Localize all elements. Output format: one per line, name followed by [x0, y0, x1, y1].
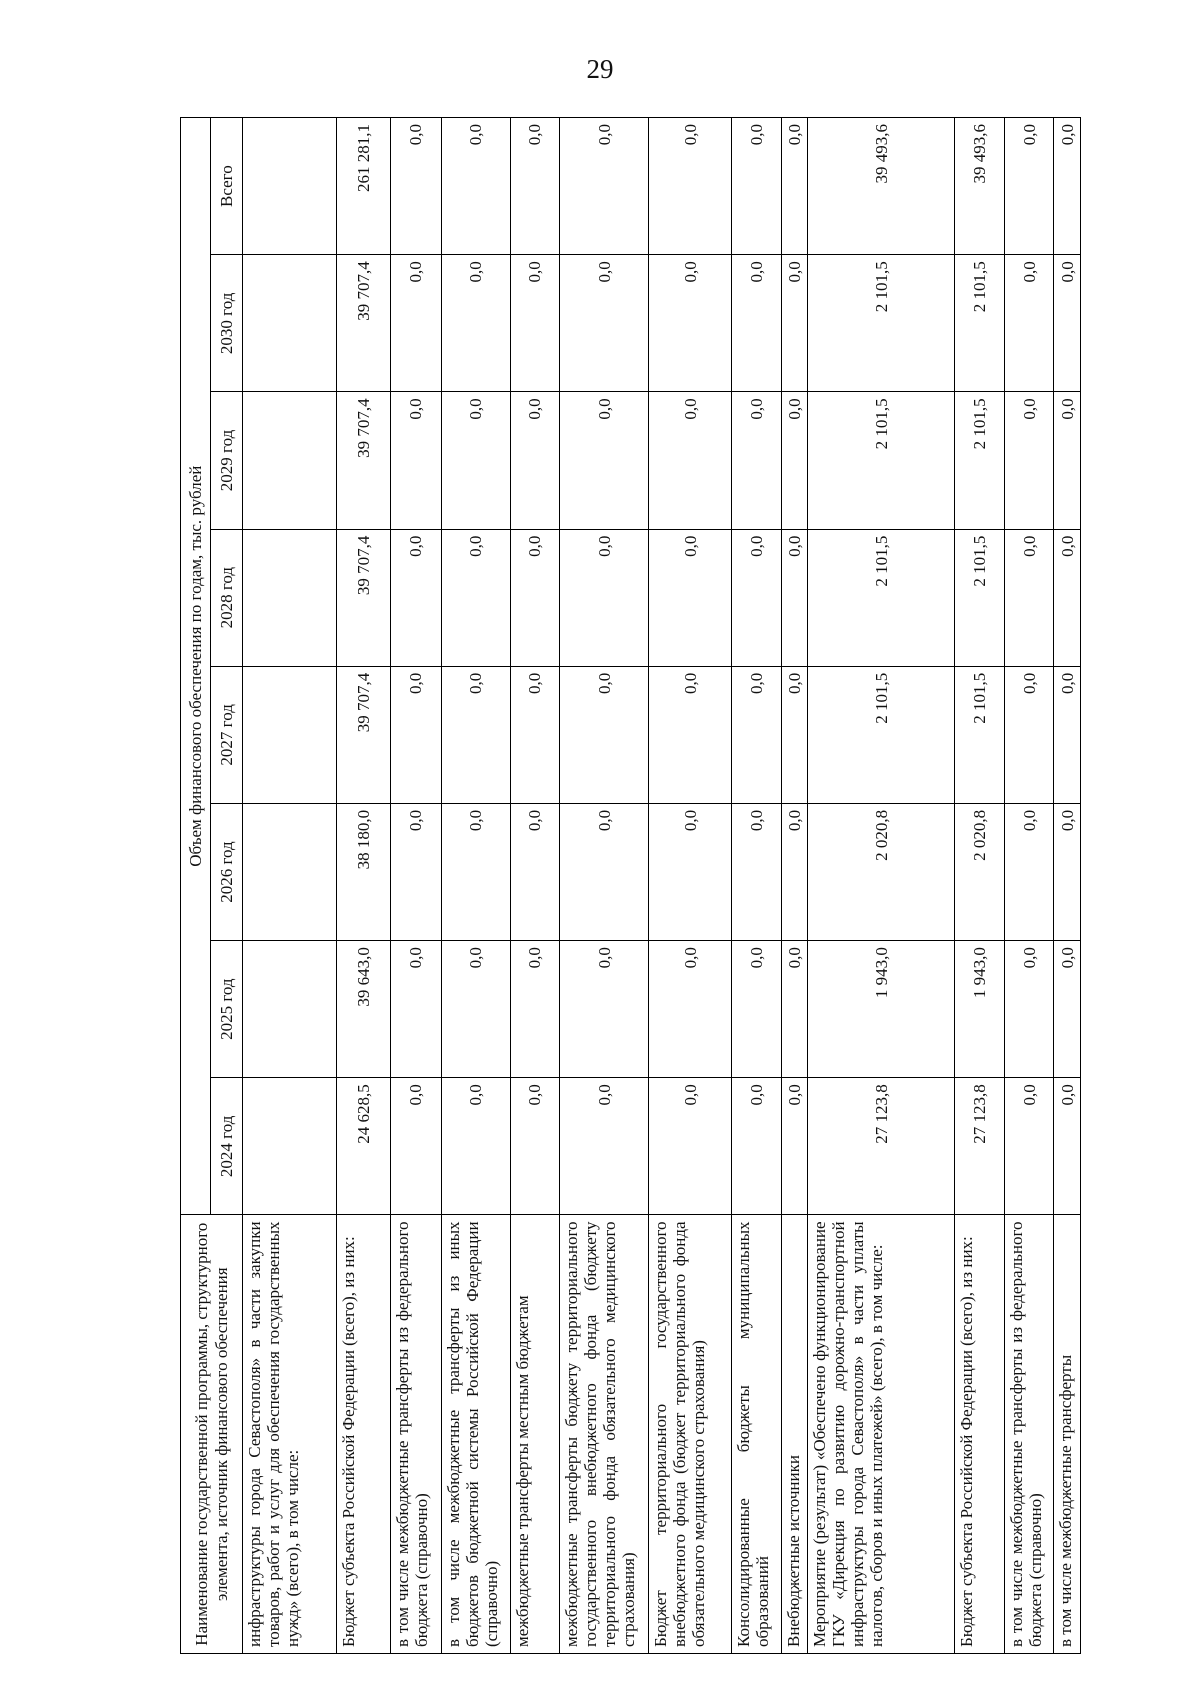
row-value-cell — [243, 255, 337, 392]
row-value-cell: 39 707,4 — [336, 392, 390, 529]
row-value-cell: 2 101,5 — [955, 666, 1005, 803]
row-value-cell: 0,0 — [732, 392, 782, 529]
row-value-cell: 0,0 — [390, 392, 441, 529]
row-value-cell: 0,0 — [390, 529, 441, 666]
row-total-cell: 39 493,6 — [808, 118, 955, 255]
row-value-cell: 39 707,4 — [336, 529, 390, 666]
row-value-cell: 0,0 — [781, 941, 808, 1078]
row-total-cell: 0,0 — [732, 118, 782, 255]
row-value-cell: 39 643,0 — [336, 941, 390, 1078]
row-value-cell: 0,0 — [1054, 803, 1081, 940]
row-total-cell: 261 281,1 — [336, 118, 390, 255]
row-value-cell: 0,0 — [781, 529, 808, 666]
row-total-cell: 0,0 — [390, 118, 441, 255]
header-year: 2025 год — [211, 941, 243, 1078]
row-value-cell: 0,0 — [1004, 941, 1054, 1078]
row-name: инфраструктуры города Севастополя» в части закупки товаров, работ и услуг для обеспечения государственных нужд» (всего), в том числе: — [243, 1215, 337, 1654]
table-row — [243, 118, 337, 1654]
row-value-cell: 0,0 — [1054, 392, 1081, 529]
row-value-cell — [243, 1078, 337, 1215]
header-year: 2027 год — [211, 666, 243, 803]
row-value-cell: 0,0 — [559, 529, 649, 666]
row-value-cell: 0,0 — [441, 1078, 511, 1215]
row-value-cell: 0,0 — [781, 392, 808, 529]
row-value-cell: 0,0 — [390, 1078, 441, 1215]
financing-table — [180, 117, 1081, 1654]
row-value-cell: 0,0 — [732, 1078, 782, 1215]
table-row — [732, 118, 782, 1654]
table-row — [808, 118, 955, 1654]
row-value-cell: 0,0 — [559, 392, 649, 529]
row-value-cell: 0,0 — [441, 666, 511, 803]
row-value-cell — [243, 529, 337, 666]
table-row — [781, 118, 808, 1654]
row-name: Мероприятие (результат) «Обеспечено функционирование ГКУ «Дирекция по развитию дорожно-транспортной инфраструктуры города Севастополя» в части уплаты налогов, сборов и иных платежей» (всего), в том числе: — [808, 1215, 955, 1654]
row-name: в том числе межбюджетные трансферты из федерального бюджета (справочно) — [1004, 1215, 1054, 1654]
row-name: в том числе межбюджетные трансферты из иных бюджетов бюджетной системы Российской Федерации (справочно) — [441, 1215, 511, 1654]
financing-table-sheet — [180, 117, 1081, 1654]
row-value-cell: 0,0 — [1004, 255, 1054, 392]
row-value-cell: 0,0 — [511, 666, 560, 803]
row-value-cell: 1 943,0 — [808, 941, 955, 1078]
row-value-cell: 39 707,4 — [336, 666, 390, 803]
row-name: Бюджет субъекта Российской Федерации (всего), из них: — [955, 1215, 1005, 1654]
row-value-cell: 0,0 — [649, 255, 732, 392]
row-value-cell: 0,0 — [1004, 392, 1054, 529]
row-value-cell: 0,0 — [390, 941, 441, 1078]
row-value-cell: 0,0 — [1054, 666, 1081, 803]
row-name: Консолидированные бюджеты муниципальных образований — [732, 1215, 782, 1654]
row-value-cell: 0,0 — [390, 255, 441, 392]
header-year: 2026 год — [211, 803, 243, 940]
row-name: межбюджетные трансферты местным бюджетам — [511, 1215, 560, 1654]
row-value-cell: 0,0 — [1054, 255, 1081, 392]
row-value-cell: 2 020,8 — [808, 803, 955, 940]
row-value-cell — [243, 666, 337, 803]
header-year: 2030 год — [211, 255, 243, 392]
row-value-cell: 0,0 — [441, 803, 511, 940]
row-value-cell: 0,0 — [649, 666, 732, 803]
header-year: 2028 год — [211, 529, 243, 666]
row-value-cell: 0,0 — [511, 803, 560, 940]
header-year: 2024 год — [211, 1078, 243, 1215]
row-value-cell: 0,0 — [649, 529, 732, 666]
table-row — [511, 118, 560, 1654]
row-value-cell: 2 101,5 — [808, 529, 955, 666]
row-value-cell: 0,0 — [559, 941, 649, 1078]
row-value-cell: 0,0 — [559, 1078, 649, 1215]
row-value-cell: 0,0 — [511, 255, 560, 392]
row-value-cell: 0,0 — [732, 255, 782, 392]
row-value-cell: 0,0 — [649, 941, 732, 1078]
row-value-cell: 2 101,5 — [808, 392, 955, 529]
row-value-cell: 0,0 — [732, 529, 782, 666]
row-value-cell: 0,0 — [781, 666, 808, 803]
row-value-cell: 0,0 — [559, 666, 649, 803]
row-value-cell: 0,0 — [441, 392, 511, 529]
row-total-cell — [243, 118, 337, 255]
row-value-cell: 1 943,0 — [955, 941, 1005, 1078]
row-name: межбюджетные трансферты бюджету территориального государственного внебюджетного фонда (бюджету территориального фонда обязательного медицинского страхования) — [559, 1215, 649, 1654]
row-value-cell: 0,0 — [781, 803, 808, 940]
row-value-cell: 0,0 — [511, 529, 560, 666]
row-total-cell: 0,0 — [781, 118, 808, 255]
row-total-cell: 0,0 — [649, 118, 732, 255]
row-value-cell: 2 020,8 — [955, 803, 1005, 940]
row-name: Бюджет субъекта Российской Федерации (всего), из них: — [336, 1215, 390, 1654]
table-row — [1054, 118, 1081, 1654]
row-value-cell — [243, 941, 337, 1078]
row-value-cell: 0,0 — [441, 941, 511, 1078]
row-value-cell: 0,0 — [649, 392, 732, 529]
row-value-cell: 0,0 — [732, 666, 782, 803]
header-group: Объем финансового обеспечения по годам, тыс. рублей — [181, 118, 211, 1215]
table-row — [955, 118, 1005, 1654]
row-value-cell: 38 180,0 — [336, 803, 390, 940]
row-name: Бюджет территориального государственного внебюджетного фонда (бюджет территориального фонда обязательного медицинского страхования) — [649, 1215, 732, 1654]
row-value-cell: 0,0 — [441, 529, 511, 666]
row-value-cell: 0,0 — [781, 1078, 808, 1215]
row-value-cell: 0,0 — [649, 1078, 732, 1215]
table-row — [559, 118, 649, 1654]
row-value-cell: 0,0 — [1004, 1078, 1054, 1215]
row-value-cell: 2 101,5 — [955, 255, 1005, 392]
row-value-cell: 0,0 — [1004, 666, 1054, 803]
row-value-cell: 0,0 — [1054, 529, 1081, 666]
row-value-cell: 0,0 — [441, 255, 511, 392]
row-value-cell: 0,0 — [559, 255, 649, 392]
row-value-cell: 0,0 — [559, 803, 649, 940]
row-value-cell: 0,0 — [732, 803, 782, 940]
row-value-cell: 0,0 — [390, 666, 441, 803]
row-value-cell: 0,0 — [1004, 803, 1054, 940]
row-total-cell: 0,0 — [1054, 118, 1081, 255]
row-value-cell: 0,0 — [732, 941, 782, 1078]
table-row — [336, 118, 390, 1654]
header-total: Всего — [211, 118, 243, 255]
page-number: 29 — [586, 54, 614, 84]
row-name: Внебюджетные источники — [781, 1215, 808, 1654]
row-total-cell: 0,0 — [1004, 118, 1054, 255]
header-name-column: Наименование государственной программы, структурного элемента, источник финансового обеспечения — [181, 1215, 243, 1654]
table-row — [1004, 118, 1054, 1654]
row-value-cell: 0,0 — [781, 255, 808, 392]
row-value-cell: 0,0 — [1054, 941, 1081, 1078]
row-total-cell: 0,0 — [511, 118, 560, 255]
table-row — [649, 118, 732, 1654]
row-value-cell: 0,0 — [390, 803, 441, 940]
row-value-cell: 2 101,5 — [808, 666, 955, 803]
row-value-cell — [243, 803, 337, 940]
table-body — [243, 118, 1081, 1654]
row-value-cell: 0,0 — [1004, 529, 1054, 666]
row-value-cell: 27 123,8 — [955, 1078, 1005, 1215]
row-total-cell: 0,0 — [441, 118, 511, 255]
row-value-cell: 24 628,5 — [336, 1078, 390, 1215]
row-value-cell: 39 707,4 — [336, 255, 390, 392]
row-value-cell — [243, 392, 337, 529]
row-total-cell: 39 493,6 — [955, 118, 1005, 255]
row-total-cell: 0,0 — [559, 118, 649, 255]
row-value-cell: 0,0 — [511, 392, 560, 529]
row-name: в том числе межбюджетные трансферты из федерального бюджета (справочно) — [390, 1215, 441, 1654]
header-year: 2029 год — [211, 392, 243, 529]
table-row — [441, 118, 511, 1654]
row-value-cell: 2 101,5 — [808, 255, 955, 392]
row-name: в том числе межбюджетные трансферты — [1054, 1215, 1081, 1654]
row-value-cell: 2 101,5 — [955, 392, 1005, 529]
row-value-cell: 2 101,5 — [955, 529, 1005, 666]
row-value-cell: 0,0 — [511, 1078, 560, 1215]
row-value-cell: 0,0 — [649, 803, 732, 940]
table-row — [390, 118, 441, 1654]
row-value-cell: 0,0 — [511, 941, 560, 1078]
row-value-cell: 0,0 — [1054, 1078, 1081, 1215]
row-value-cell: 27 123,8 — [808, 1078, 955, 1215]
